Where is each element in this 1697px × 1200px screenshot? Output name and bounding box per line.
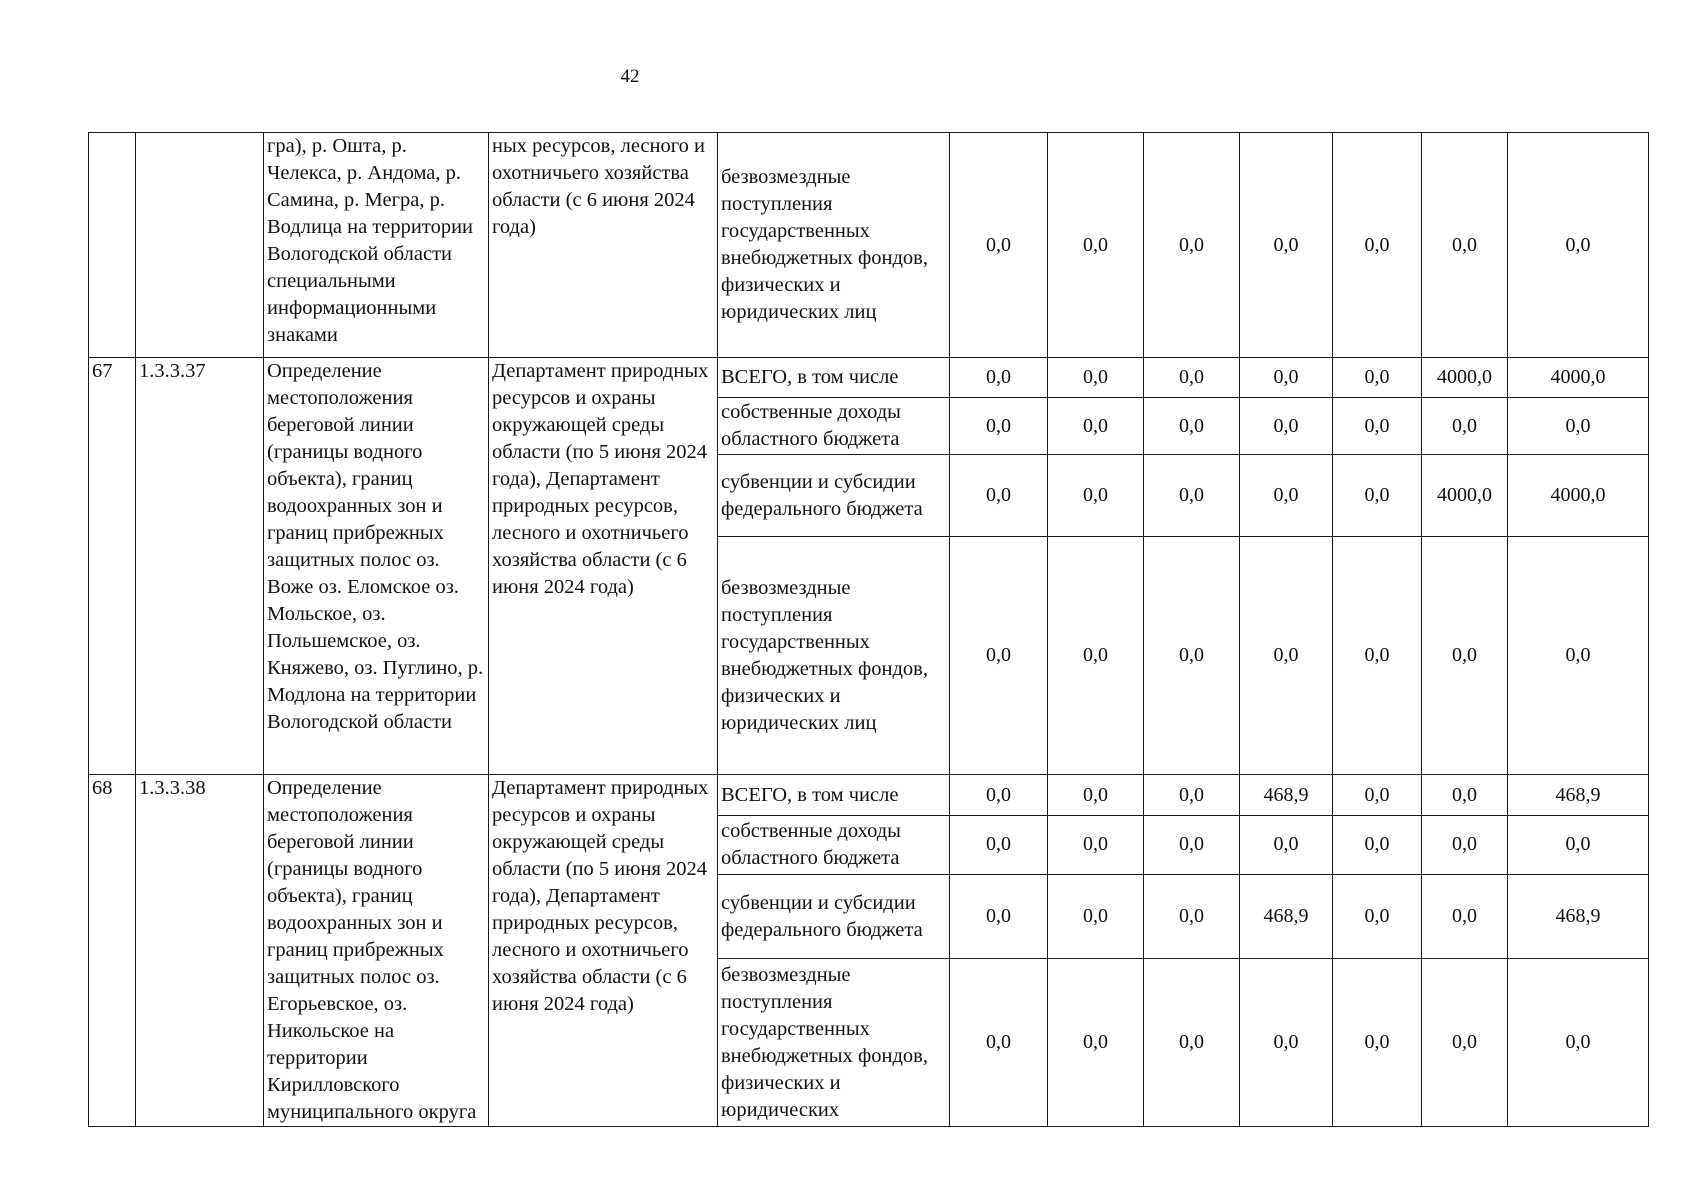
value-cell: 0,0 <box>1508 816 1649 875</box>
value-cell: 0,0 <box>950 874 1048 958</box>
value-cell: 4000,0 <box>1422 358 1508 398</box>
value-cell: 0,0 <box>1333 455 1422 537</box>
value-cell: 0,0 <box>1144 455 1240 537</box>
code-cell: 1.3.3.38 <box>136 775 264 1127</box>
value-cell: 0,0 <box>1048 775 1144 816</box>
value-cell: 0,0 <box>950 358 1048 398</box>
value-cell: 0,0 <box>1240 358 1333 398</box>
value-cell: 0,0 <box>1422 398 1508 455</box>
value-cell: 4000,0 <box>1422 455 1508 537</box>
value-cell: 0,0 <box>1144 133 1240 358</box>
value-cell: 0,0 <box>1144 775 1240 816</box>
value-cell: 0,0 <box>1333 874 1422 958</box>
value-cell: 0,0 <box>1144 816 1240 875</box>
funding-source-cell: собственные доходы областного бюджета <box>718 816 950 875</box>
executor-cell: Департамент природных ресурсов и охраны окружающей среды области (по 5 июня 2024 года), Департамент природных ресурсов, лесного и охотничьего хозяйства области (с 6 июня 2024 года) <box>489 775 718 1127</box>
executor-cell: ных ресурсов, лесного и охотничьего хозяйства области (с 6 июня 2024 года) <box>489 133 718 358</box>
value-cell: 0,0 <box>1333 775 1422 816</box>
value-cell: 0,0 <box>1048 133 1144 358</box>
value-cell: 0,0 <box>1144 537 1240 775</box>
value-cell: 0,0 <box>950 133 1048 358</box>
value-cell: 0,0 <box>1048 816 1144 875</box>
value-cell: 0,0 <box>1240 398 1333 455</box>
value-cell: 0,0 <box>1240 816 1333 875</box>
funding-source-cell: субвенции и субсидии федерального бюджета <box>718 455 950 537</box>
value-cell: 0,0 <box>1422 775 1508 816</box>
value-cell: 0,0 <box>950 959 1048 1127</box>
table-row-continuation <box>89 133 1649 358</box>
table-row-68 <box>89 775 1649 816</box>
funding-source-cell: субвенции и субсидии федерального бюджета <box>718 874 950 958</box>
measure-cell: Определение местоположения береговой линии (границы водного объекта), границ водоохранных зон и границ прибрежных защитных полос оз. Воже оз. Еломское оз. Мольское, оз. Польшемское, оз. Княжево, оз. Пуглино, р. Модлона на территории Вологодской области <box>264 358 489 775</box>
value-cell: 0,0 <box>1508 959 1649 1127</box>
value-cell: 0,0 <box>1240 959 1333 1127</box>
value-cell: 0,0 <box>1048 874 1144 958</box>
value-cell: 0,0 <box>1508 398 1649 455</box>
value-cell: 0,0 <box>1422 874 1508 958</box>
funding-source-cell: собственные доходы областного бюджета <box>718 398 950 455</box>
value-cell: 0,0 <box>1422 816 1508 875</box>
value-cell: 4000,0 <box>1508 358 1649 398</box>
value-cell: 0,0 <box>1333 358 1422 398</box>
funding-source-cell: безвозмездные поступления государственных внебюджетных фондов, физических и юридических лиц <box>718 537 950 775</box>
table-row-67 <box>89 358 1649 398</box>
value-cell: 0,0 <box>1048 455 1144 537</box>
funding-source-cell: безвозмездные поступления государственных внебюджетных фондов, физических и юридических <box>718 959 950 1127</box>
measure-cell: Определение местоположения береговой линии (границы водного объекта), границ водоохранных зон и границ прибрежных защитных полос оз. Егорьевское, оз. Никольское на территории Кирилловского муниципального округа <box>264 775 489 1127</box>
value-cell: 0,0 <box>1048 959 1144 1127</box>
value-cell: 468,9 <box>1508 874 1649 958</box>
value-cell: 0,0 <box>1508 133 1649 358</box>
value-cell: 0,0 <box>950 398 1048 455</box>
executor-cell: Департамент природных ресурсов и охраны окружающей среды области (по 5 июня 2024 года), Департамент природных ресурсов, лесного и охотничьего хозяйства области (с 6 июня 2024 года) <box>489 358 718 775</box>
value-cell: 468,9 <box>1508 775 1649 816</box>
value-cell: 0,0 <box>1422 959 1508 1127</box>
value-cell: 0,0 <box>1333 816 1422 875</box>
value-cell: 0,0 <box>950 816 1048 875</box>
value-cell: 468,9 <box>1240 775 1333 816</box>
budget-table <box>88 132 1649 1127</box>
value-cell: 0,0 <box>1333 133 1422 358</box>
value-cell: 4000,0 <box>1508 455 1649 537</box>
value-cell: 0,0 <box>1240 537 1333 775</box>
row-number-cell <box>89 133 136 358</box>
value-cell: 0,0 <box>1144 874 1240 958</box>
code-cell <box>136 133 264 358</box>
funding-source-cell: безвозмездные поступления государственных внебюджетных фондов, физических и юридических лиц <box>718 133 950 358</box>
value-cell: 0,0 <box>1144 959 1240 1127</box>
funding-source-cell: ВСЕГО, в том числе <box>718 358 950 398</box>
value-cell: 0,0 <box>1333 959 1422 1127</box>
row-number-cell: 67 <box>89 358 136 775</box>
value-cell: 0,0 <box>1422 133 1508 358</box>
value-cell: 0,0 <box>1048 398 1144 455</box>
page-number: 42 <box>620 66 640 87</box>
funding-source-cell: ВСЕГО, в том числе <box>718 775 950 816</box>
row-number-cell: 68 <box>89 775 136 1127</box>
value-cell: 0,0 <box>1240 133 1333 358</box>
value-cell: 0,0 <box>1508 537 1649 775</box>
value-cell: 0,0 <box>1333 398 1422 455</box>
value-cell: 0,0 <box>950 455 1048 537</box>
value-cell: 0,0 <box>950 775 1048 816</box>
value-cell: 468,9 <box>1240 874 1333 958</box>
value-cell: 0,0 <box>1144 398 1240 455</box>
value-cell: 0,0 <box>950 537 1048 775</box>
value-cell: 0,0 <box>1048 537 1144 775</box>
value-cell: 0,0 <box>1240 455 1333 537</box>
value-cell: 0,0 <box>1048 358 1144 398</box>
value-cell: 0,0 <box>1422 537 1508 775</box>
value-cell: 0,0 <box>1333 537 1422 775</box>
value-cell: 0,0 <box>1144 358 1240 398</box>
code-cell: 1.3.3.37 <box>136 358 264 775</box>
measure-cell: гра), р. Ошта, р. Челекса, р. Андома, р. Самина, р. Мегра, р. Водлица на территории Вологодской области специальными информационными знаками <box>264 133 489 358</box>
